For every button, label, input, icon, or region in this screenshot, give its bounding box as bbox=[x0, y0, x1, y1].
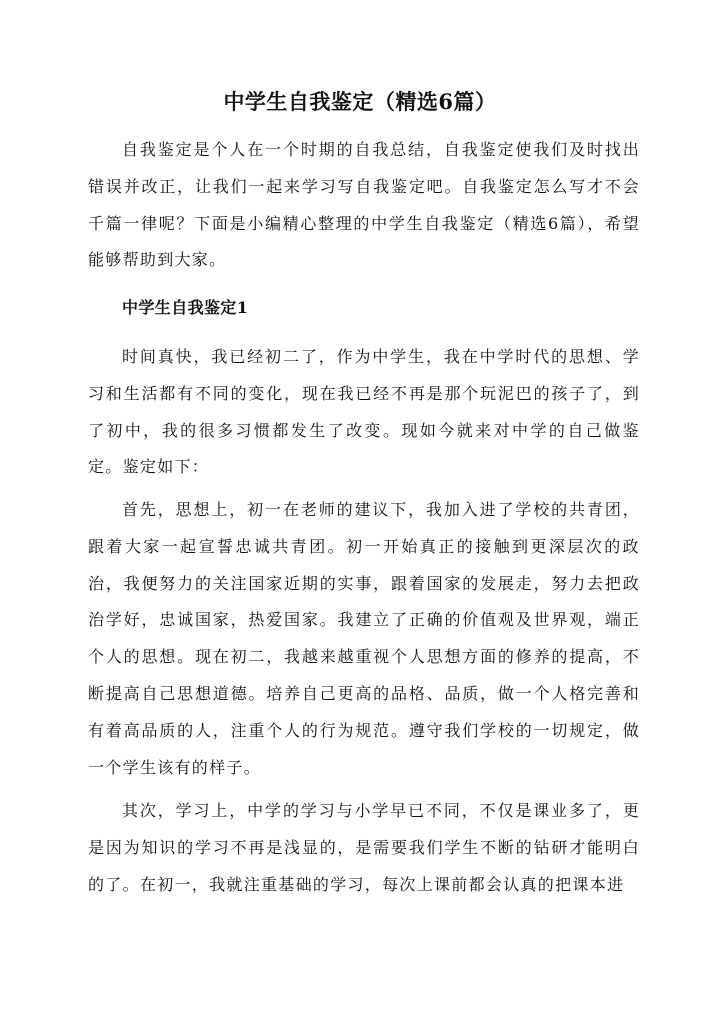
section-heading: 中学生自我鉴定1 bbox=[122, 298, 249, 317]
paragraph-time: 时间真快，我已经初二了，作为中学生，我在中学时代的思想、学习和生活都有不同的变化，现在我已经不再是那个玩泥巴的孩子了，到了初中，我的很多习惯都发生了改变。现如今就来对中学的自己做鉴定。鉴定如下： bbox=[88, 347, 640, 477]
intro-paragraph: 自我鉴定是个人在一个时期的自我总结，自我鉴定使我们及时找出错误并改正，让我们一起来学习写自我鉴定吧。自我鉴定怎么写才不会千篇一律呢？下面是小编精心整理的中学生自我鉴定（精选6篇），希望能够帮助到大家。 bbox=[88, 140, 640, 270]
document-title: 中学生自我鉴定（精选6篇） bbox=[223, 89, 497, 114]
paragraph-thought: 首先，思想上，初一在老师的建议下，我加入进了学校的共青团，跟着大家一起宣誓忠诚共青团。初一开始真正的接触到更深层次的政治，我便努力的关注国家近期的实事，跟着国家的发展走，努力去把政治学好，忠诚国家，热爱国家。我建立了正确的价值观及世界观，端正个人的思想。现在初二，我越来越重视个人思想方面的修养的提高，不断提高自己思想道德。培养自己更高的品格、品质，做一个人格完善和有着高品质的人，注重个人的行为规范。遵守我们学校的一切规定，做一个学生该有的样子。 bbox=[88, 500, 640, 777]
paragraph-study: 其次，学习上，中学的学习与小学早已不同，不仅是课业多了，更是因为知识的学习不再是浅显的，是需要我们学生不断的钻研才能明白的了。在初一，我就注重基础的学习，每次上课前都会认真的把课本进 bbox=[88, 801, 640, 894]
